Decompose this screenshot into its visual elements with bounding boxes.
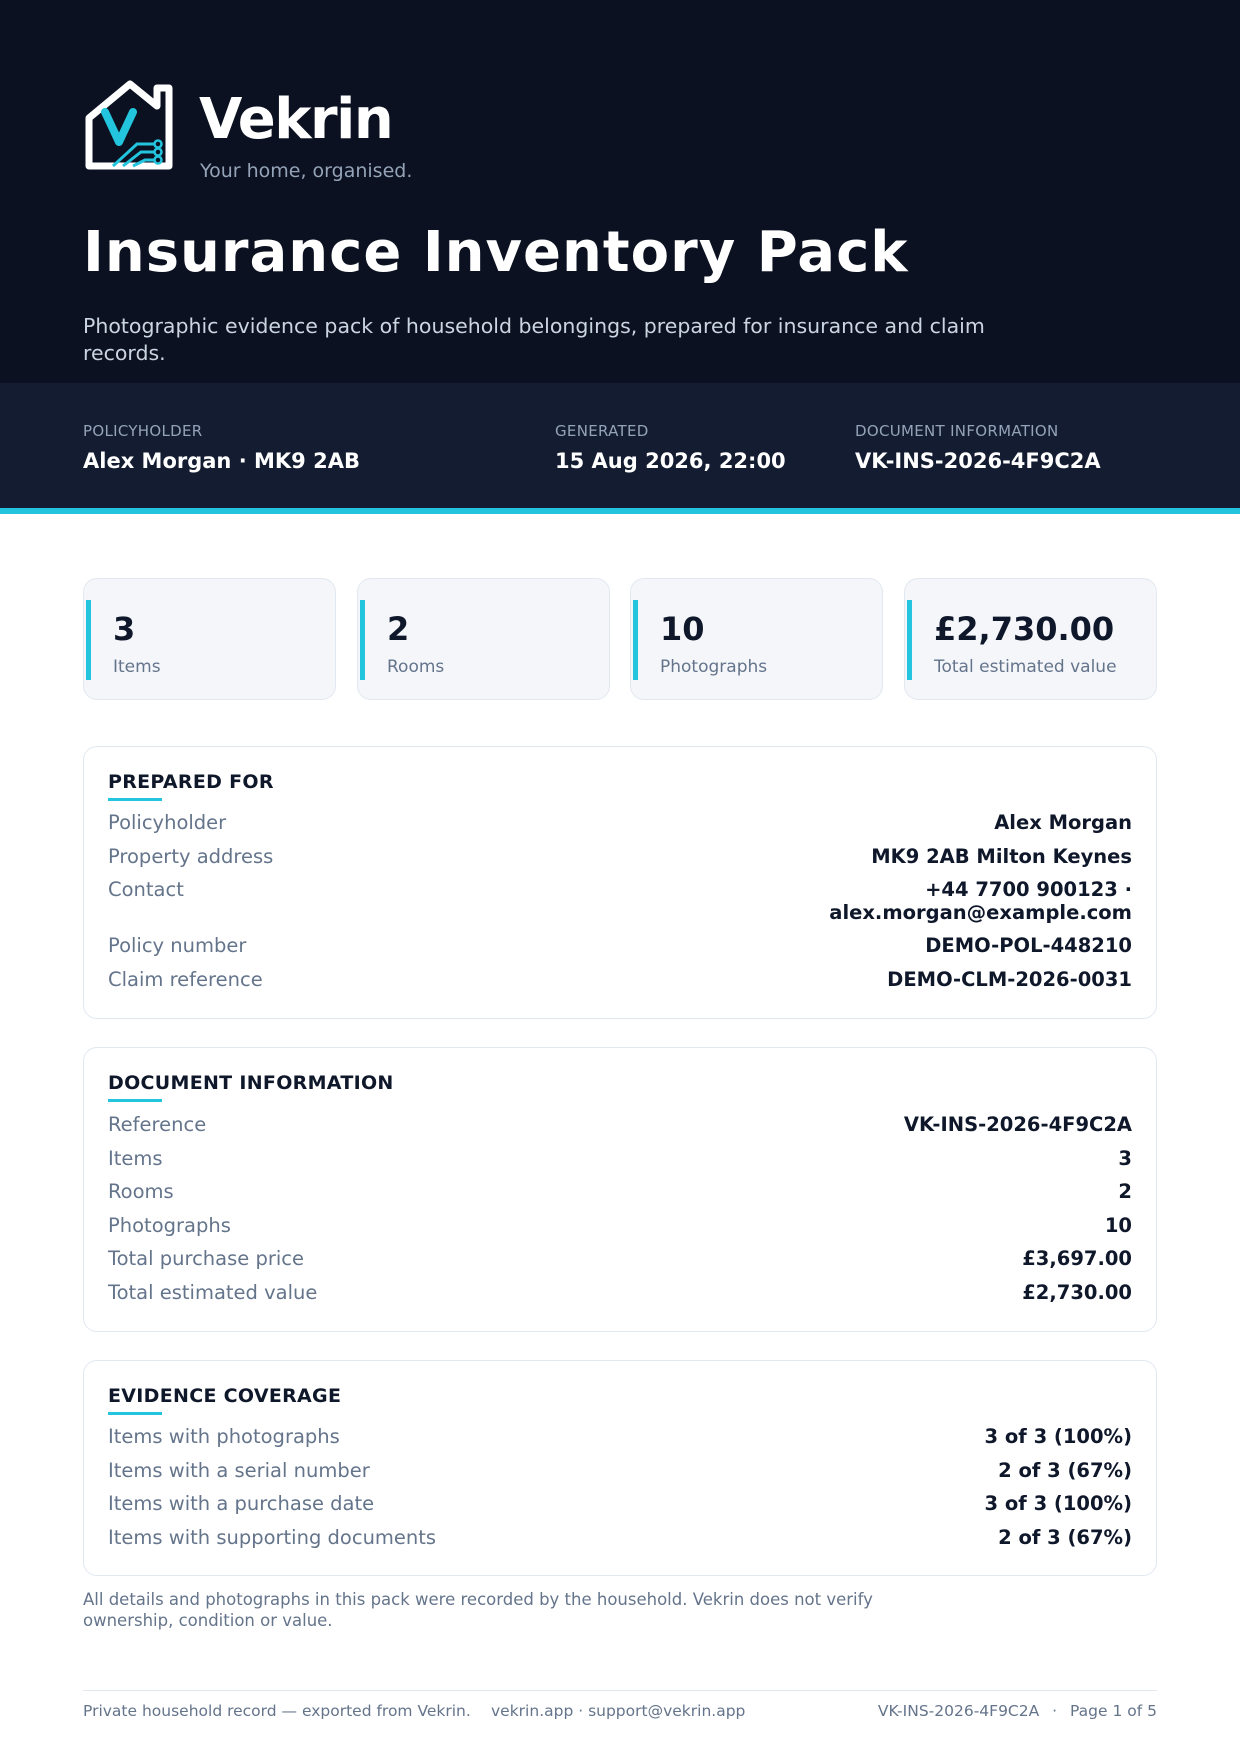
row-label: Contact	[108, 878, 184, 901]
prepared-for-card	[83, 746, 1157, 1019]
stat-card-photographs	[630, 578, 883, 700]
row-label: Total purchase price	[108, 1247, 304, 1270]
stat-label: Photographs	[660, 657, 768, 677]
stat-label: Total estimated value	[934, 657, 1117, 677]
row-value: Alex Morgan	[994, 811, 1132, 834]
meta-generated	[555, 422, 786, 473]
row-label: Items with a purchase date	[108, 1492, 375, 1515]
evidence-coverage-card	[83, 1360, 1157, 1576]
row-label: Items with a serial number	[108, 1459, 370, 1482]
stat-card-rooms	[357, 578, 610, 700]
meta-policyholder	[83, 422, 360, 473]
stat-value: 2	[387, 610, 410, 648]
footer-note: Private household record — exported from Vekrin.	[83, 1702, 471, 1720]
section-title: DOCUMENT INFORMATION	[108, 1072, 394, 1094]
row-value: £2,730.00	[1022, 1281, 1132, 1304]
row-label: Items with supporting documents	[108, 1526, 437, 1549]
row-label: Property address	[108, 845, 274, 868]
footer-reference: VK-INS-2026-4F9C2A	[877, 1702, 1040, 1720]
hero-header	[0, 0, 1240, 383]
house-circuit-logo-icon	[83, 78, 173, 174]
meta-policyholder-value: Alex Morgan · MK9 2AB	[83, 449, 360, 473]
document-information-card	[83, 1047, 1157, 1332]
document-subtitle: Photographic evidence pack of household belongings, prepared for insurance and claim records.	[83, 314, 985, 365]
stat-value: 3	[113, 610, 136, 648]
footer-page-number: Page 1 of 5	[1070, 1702, 1157, 1720]
stat-accent-bar	[360, 600, 365, 680]
row-value: 3	[1118, 1147, 1132, 1170]
footer-page-info	[878, 1702, 1157, 1720]
meta-document-label: DOCUMENT INFORMATION	[855, 422, 1059, 440]
stat-card-items	[83, 578, 336, 700]
stat-label: Items	[113, 657, 161, 677]
row-label: Total estimated value	[108, 1281, 318, 1304]
footer-links[interactable]: vekrin.app · support@vekrin.app	[491, 1702, 746, 1720]
row-label: Policyholder	[108, 811, 227, 834]
section-title: EVIDENCE COVERAGE	[108, 1385, 342, 1407]
meta-generated-label: GENERATED	[555, 422, 649, 440]
row-value: DEMO-CLM-2026-0031	[887, 968, 1132, 991]
meta-document	[855, 422, 1101, 473]
stat-accent-bar	[633, 600, 638, 680]
stat-value: 10	[660, 610, 705, 648]
row-label: Rooms	[108, 1180, 174, 1203]
brand-tagline: Your home, organised.	[200, 160, 413, 182]
meta-policyholder-label: POLICYHOLDER	[83, 422, 203, 440]
stat-card-total-value	[904, 578, 1157, 700]
row-value: £3,697.00	[1022, 1247, 1132, 1270]
row-value: 2	[1118, 1180, 1132, 1203]
row-label: Claim reference	[108, 968, 263, 991]
section-underline	[108, 798, 162, 801]
row-value: 2 of 3 (67%)	[998, 1526, 1132, 1549]
row-label: Items with photographs	[108, 1425, 340, 1448]
row-value: 10	[1104, 1214, 1132, 1237]
section-underline	[108, 1412, 162, 1415]
row-value-contact	[829, 878, 1132, 924]
contact-phone: +44 7700 900123 ·	[925, 878, 1132, 901]
stat-accent-bar	[86, 600, 91, 680]
footer-separator: ·	[1052, 1702, 1058, 1720]
section-underline	[108, 1099, 162, 1102]
row-label: Items	[108, 1147, 163, 1170]
document-title: Insurance Inventory Pack	[83, 220, 909, 285]
row-value: 3 of 3 (100%)	[984, 1425, 1132, 1448]
section-title: PREPARED FOR	[108, 771, 274, 793]
footer-divider	[83, 1690, 1157, 1691]
row-value: 2 of 3 (67%)	[998, 1459, 1132, 1482]
stat-value: £2,730.00	[934, 610, 1115, 648]
document-meta-band	[0, 383, 1240, 514]
brand-name: Vekrin	[199, 87, 393, 152]
row-value: MK9 2AB Milton Keynes	[871, 845, 1132, 868]
row-label: Photographs	[108, 1214, 231, 1237]
row-label: Reference	[108, 1113, 207, 1136]
row-value: VK-INS-2026-4F9C2A	[903, 1113, 1132, 1136]
row-label: Policy number	[108, 934, 247, 957]
stat-accent-bar	[907, 600, 912, 680]
disclaimer-text: All details and photographs in this pack were recorded by the household. Vekrin does not verify ownership, condition or value.	[83, 1590, 873, 1630]
row-value: DEMO-POL-448210	[925, 934, 1132, 957]
stat-label: Rooms	[387, 657, 445, 677]
accent-divider	[0, 508, 1240, 514]
row-value: 3 of 3 (100%)	[984, 1492, 1132, 1515]
meta-generated-value: 15 Aug 2026, 22:00	[555, 449, 786, 473]
meta-document-value: VK-INS-2026-4F9C2A	[855, 449, 1101, 473]
contact-email: alex.morgan@example.com	[829, 901, 1132, 924]
